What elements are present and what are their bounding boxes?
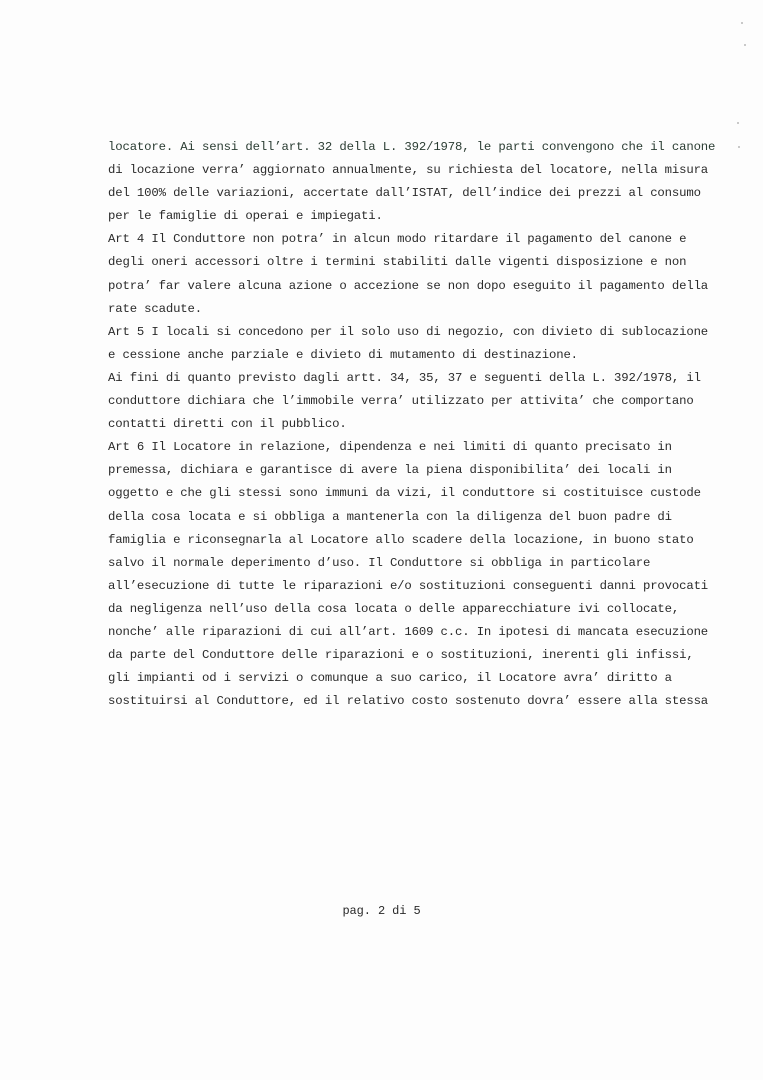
text-line: nonche’ alle riparazioni di cui all’art. 1609 c.c. In ipotesi di mancata esecuzione <box>108 624 709 639</box>
text-line: contatti diretti con il pubblico. <box>108 417 347 432</box>
text-line: da parte del Conduttore delle riparazioni e o sostituzioni, inerenti gli infissi, <box>108 648 694 663</box>
text-line: da negligenza nell’uso della cosa locata o delle apparecchiature ivi collocate, <box>108 601 680 616</box>
scan-speck <box>744 44 746 46</box>
text-line: all’esecuzione di tutte le riparazioni e/o sostituzioni conseguenti danni provocati <box>108 578 709 593</box>
text-line: di locazione verra’ aggiornato annualmente, su richiesta del locatore, nella misura <box>108 163 709 178</box>
text-line: gli impianti od i servizi o comunque a suo carico, il Locatore avra’ diritto a <box>108 671 672 686</box>
text-line: famiglia e riconsegnarla al Locatore allo scadere della locazione, in buono stato <box>108 532 694 547</box>
text-line: per le famiglie di operai e impiegati. <box>108 209 383 224</box>
article-4-heading-line: Art 4 Il Conduttore non potra’ in alcun modo ritardare il pagamento del canone e <box>108 232 687 247</box>
text-line: oggetto e che gli stessi sono immuni da vizi, il conduttore si costituisce custode <box>108 486 701 501</box>
page-number-footer: pag. 2 di 5 <box>342 904 421 918</box>
text-line: degli oneri accessori oltre i termini stabiliti dalle vigenti disposizione e non <box>108 255 687 270</box>
text-line: locatore. Ai sensi dell’art. 32 della L. 392/1978, le parti convengono che il canone <box>108 140 716 154</box>
text-line: salvo il normale deperimento d’uso. Il Conduttore si obbliga in particolare <box>108 555 651 570</box>
article-6-heading-line: Art 6 Il Locatore in relazione, dipendenza e nei limiti di quanto precisato in <box>108 440 672 455</box>
text-line: del 100% delle variazioni, accertate dall’ISTAT, dell’indice dei prezzi al consumo <box>108 186 701 201</box>
scan-speck <box>737 122 739 124</box>
scan-speck <box>738 146 740 148</box>
text-line: premessa, dichiara e garantisce di avere la piena disponibilita’ dei locali in <box>108 463 672 478</box>
text-line: della cosa locata e si obbliga a mantenerla con la diligenza del buon padre di <box>108 509 672 524</box>
text-line: Ai fini di quanto previsto dagli artt. 34, 35, 37 e seguenti della L. 392/1978, il <box>108 370 701 385</box>
text-line: sostituirsi al Conduttore, ed il relativo costo sostenuto dovra’ essere alla stessa <box>108 694 709 709</box>
contract-body-text <box>108 136 728 713</box>
article-5-heading-line: Art 5 I locali si concedono per il solo uso di negozio, con divieto di sublocazione <box>108 324 709 339</box>
scan-speck <box>741 22 743 24</box>
text-line: e cessione anche parziale e divieto di mutamento di destinazione. <box>108 347 578 362</box>
text-line: rate scadute. <box>108 301 202 316</box>
text-line: potra’ far valere alcuna azione o accezione se non dopo eseguito il pagamento della <box>108 278 709 293</box>
text-line: conduttore dichiara che l’immobile verra’ utilizzato per attivita’ che comportano <box>108 394 694 409</box>
